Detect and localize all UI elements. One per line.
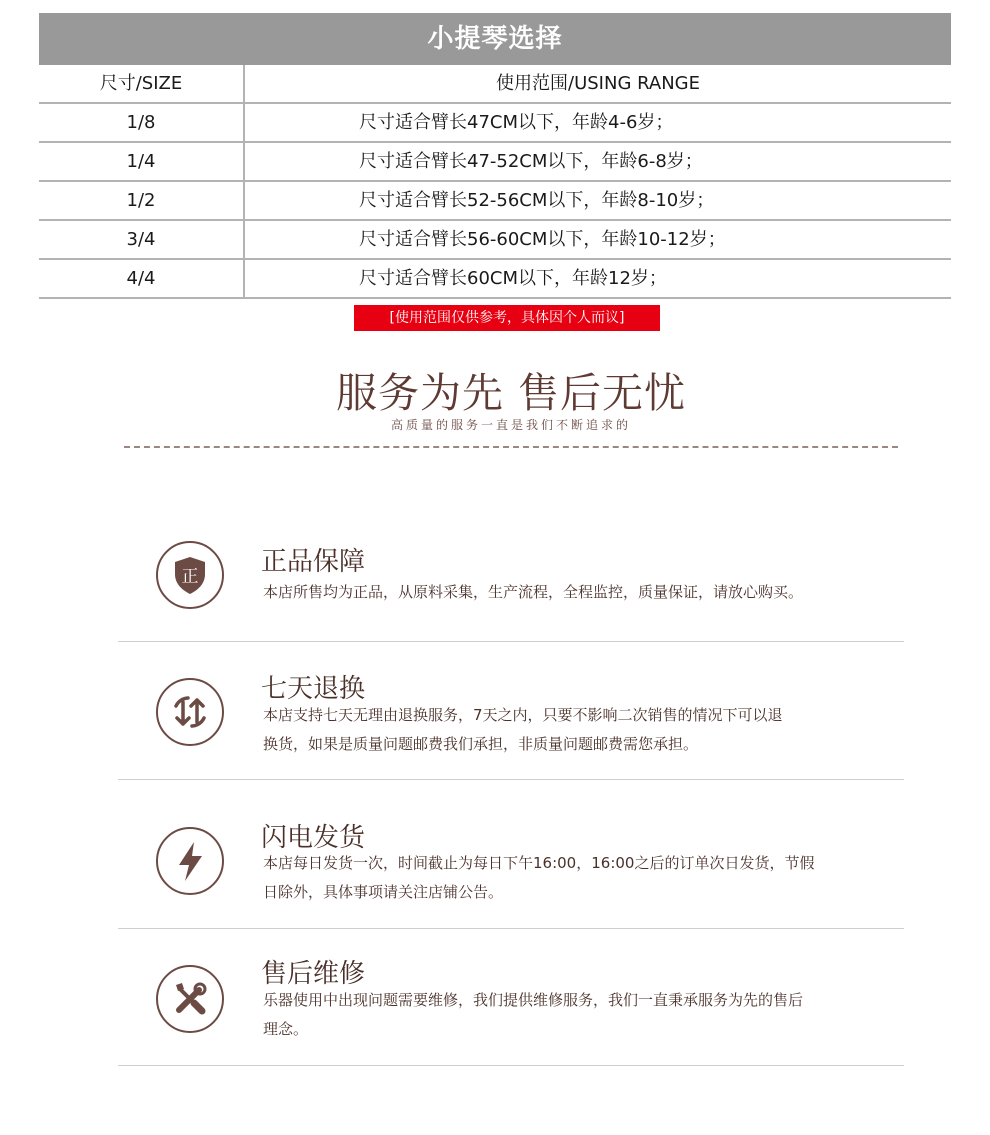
service-item-desc-line: 本店每日发货一次，时间截止为每日下午16:00，16:00之后的订单次日发货，节假 (263, 854, 815, 872)
reference-note: [使用范围仅供参考，具体因个人而议] (354, 305, 660, 331)
exchange-arrows-icon (156, 678, 224, 746)
service-item-desc-line: 换货，如果是质量问题邮费我们承担，非质量问题邮费需您承担。 (263, 735, 699, 753)
size-cell: 1/4 (39, 143, 245, 180)
service-item-title: 正品保障 (261, 547, 366, 577)
divider (118, 928, 904, 929)
lightning-icon (156, 827, 224, 895)
service-item-desc-line: 本店所售均为正品，从原料采集，生产流程，全程监控，质量保证，请放心购买。 (263, 583, 804, 601)
tools-icon (156, 965, 224, 1033)
violin-size-table (39, 13, 951, 299)
table-row (39, 143, 951, 182)
range-cell: 尺寸适合臂长56-60CM以下，年龄10-12岁； (359, 229, 726, 250)
dashed-divider (124, 446, 898, 448)
size-cell: 3/4 (39, 221, 245, 258)
shield-badge-text: 正 (181, 567, 199, 587)
service-item-desc (263, 986, 873, 1044)
table-row (39, 221, 951, 260)
service-item-title: 闪电发货 (261, 823, 366, 853)
size-column-header: 尺寸/SIZE (39, 65, 245, 102)
range-cell: 尺寸适合臂长52-56CM以下，年龄8-10岁； (359, 190, 715, 211)
shield-icon (156, 541, 224, 609)
service-item-desc (263, 701, 873, 759)
range-column-header: 使用范围/USING RANGE (496, 73, 700, 94)
range-cell: 尺寸适合臂长47-52CM以下，年龄6-8岁； (359, 151, 703, 172)
service-item-title: 售后维修 (261, 959, 366, 989)
table-header-row (39, 65, 951, 104)
service-item-desc-line: 本店支持七天无理由退换服务，7天之内，只要不影响二次销售的情况下可以退 (263, 706, 783, 724)
table-row (39, 260, 951, 299)
divider (118, 641, 904, 642)
divider (118, 1065, 904, 1066)
range-cell: 尺寸适合臂长47CM以下，年龄4-6岁； (359, 112, 674, 133)
size-cell: 1/8 (39, 104, 245, 141)
service-subheading: 高质量的服务一直是我们不断追求的 (390, 418, 631, 432)
table-title: 小提琴选择 (39, 13, 951, 65)
size-cell: 4/4 (39, 260, 245, 297)
service-item-desc-line: 乐器使用中出现问题需要维修，我们提供维修服务，我们一直秉承服务为先的售后 (263, 991, 804, 1009)
range-cell: 尺寸适合臂长60CM以下，年龄12岁； (359, 268, 667, 289)
service-item-desc (263, 849, 873, 907)
table-row (39, 104, 951, 143)
service-item-desc-line: 理念。 (263, 1020, 309, 1038)
table-row (39, 182, 951, 221)
size-cell: 1/2 (39, 182, 245, 219)
service-item-title: 七天退换 (261, 674, 366, 704)
service-item-desc-line: 日除外，具体事项请关注店铺公告。 (263, 883, 504, 901)
divider (118, 779, 904, 780)
service-heading: 服务为先 售后无忧 (335, 369, 687, 417)
